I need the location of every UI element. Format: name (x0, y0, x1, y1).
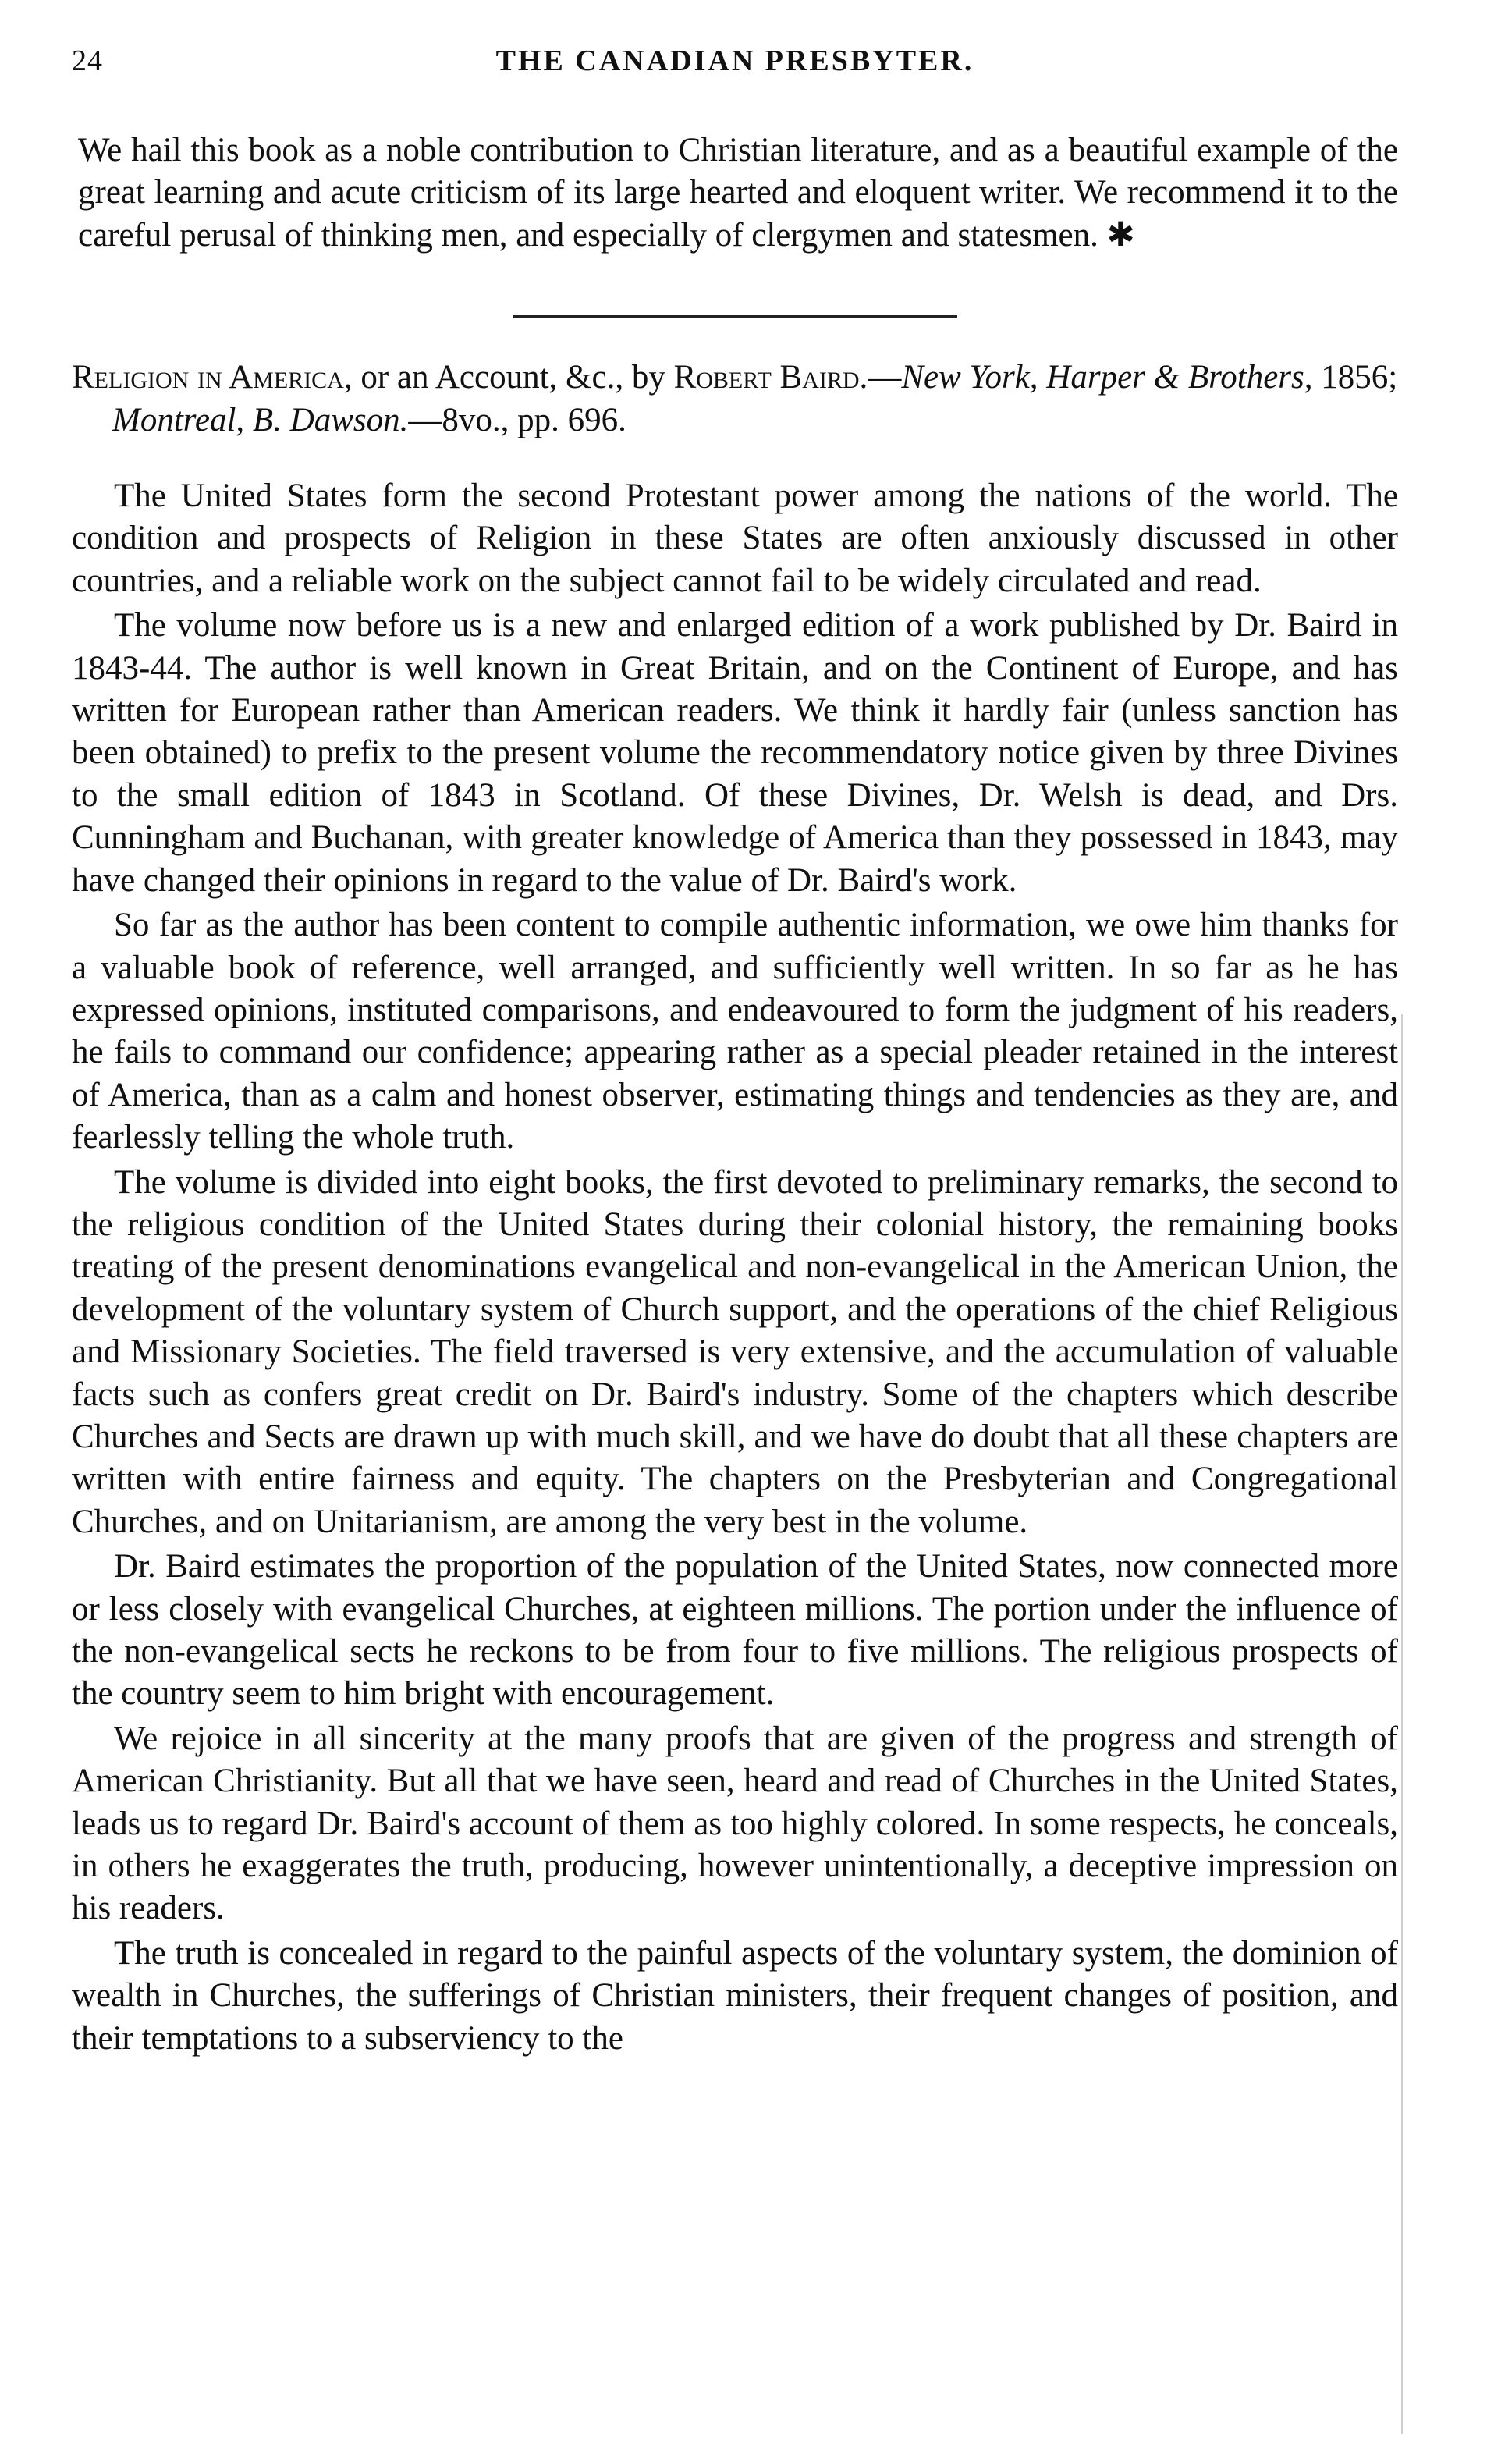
review-body (72, 475, 1398, 2060)
heading-dash: — (868, 359, 902, 396)
review-heading (72, 357, 1398, 442)
publisher-montreal: Montreal, B. Dawson. (112, 401, 409, 438)
review-paragraph: The truth is concealed in regard to the painful aspects of the voluntary system, the dominion of wealth in Churches, the sufferings of Christian ministers, their frequent changes of position, and their temptations to a subserviency to the (72, 1934, 1398, 2057)
review-paragraph: We rejoice in all sincerity at the many proofs that are given of the progress and strength of American Christianity. But all that we have seen, heard and read of Churches in the United States, leads us to regard Dr. Baird's account of them as too highly colored. In some respects, he conceals, in others he exaggerates the truth, producing, however unintentionally, a deceptive impression on his readers. (72, 1720, 1398, 1927)
page (72, 44, 1398, 2060)
scan-margin-line (1401, 1014, 1403, 2434)
book-format: —8vo., pp. 696. (408, 401, 626, 438)
book-author: Robert Baird. (673, 359, 868, 396)
running-head (72, 44, 1398, 87)
page-number: 24 (72, 44, 103, 77)
review-paragraph: So far as the author has been content to compile authentic information, we owe him thanks for a valuable book of reference, well arranged, and sufficiently well written. In so far as he has expressed opinions, instituted comparisons, and endeavoured to form the judgment of his readers, he fails to command our confidence; appearing rather as a special pleader retained in the interest of America, than as a calm and honest observer, estimating things and tendencies as they are, and fearlessly telling the whole truth. (72, 907, 1398, 1156)
running-title: THE CANADIAN PRESBYTER. (495, 44, 974, 77)
intro-paragraph: We hail this book as a noble contribution to Christian literature, and as a beautiful example of the great learning and acute criticism of its large hearted and eloquent writer. We recommend it to the careful perusal of thinking men, and especially of clergymen and statesmen. ✱ (78, 132, 1398, 254)
review-paragraph: The volume now before us is a new and enlarged edition of a work published by Dr. Baird in 1843-44. The author is well known in Great Britain, and on the Continent of Europe, and has written for European rather than American readers. We think it hardly fair (unless sanction has been obtained) to prefix to the present volume the recommendatory notice given by three Divines to the small edition of 1843 in Scotland. Of these Divines, Dr. Welsh is dead, and Drs. Cunningham and Buchanan, with greater knowledge of America than they possessed in 1843, may have changed their opinions in regard to the value of Dr. Baird's work. (72, 607, 1398, 899)
publication-year: 1856; (1312, 359, 1398, 396)
publisher-new-york: New York, Harper & Brothers, (901, 359, 1313, 396)
review-paragraph: Dr. Baird estimates the proportion of the population of the United States, now connected more or less closely with evangelical Churches, at eighteen millions. The portion under the influence of the non-evangelical sects he reckons to be from four to five millions. The religious prospects of the country seem to him bright with encouragement. (72, 1548, 1398, 1713)
section-divider (513, 315, 957, 318)
book-subtitle: or an Account, &c., by (352, 359, 674, 396)
review-paragraph: The United States form the second Protestant power among the nations of the world. The condition and prospects of Religion in these States are often anxiously discussed in other countries, and a reliable work on the subject cannot fail to be widely circulated and read. (72, 478, 1398, 599)
review-paragraph: The volume is divided into eight books, the first devoted to preliminary remarks, the second to the religious condition of the United States during their colonial history, the remaining books treating of the present denominations evangelical and non-evangelical in the American Union, the development of the voluntary system of Church support, and the operations of the chief Religious and Missionary Societies. The field traversed is very extensive, and the accumulation of valuable facts such as confers great credit on Dr. Baird's industry. Some of the chapters which describe Churches and Sects are drawn up with much skill, and we have do doubt that all these chapters are written with entire fairness and equity. The chapters on the Presbyterian and Congregational Churches, and on Unitarianism, are among the very best in the volume. (72, 1163, 1398, 1540)
book-title: Religion in America, (72, 359, 353, 396)
